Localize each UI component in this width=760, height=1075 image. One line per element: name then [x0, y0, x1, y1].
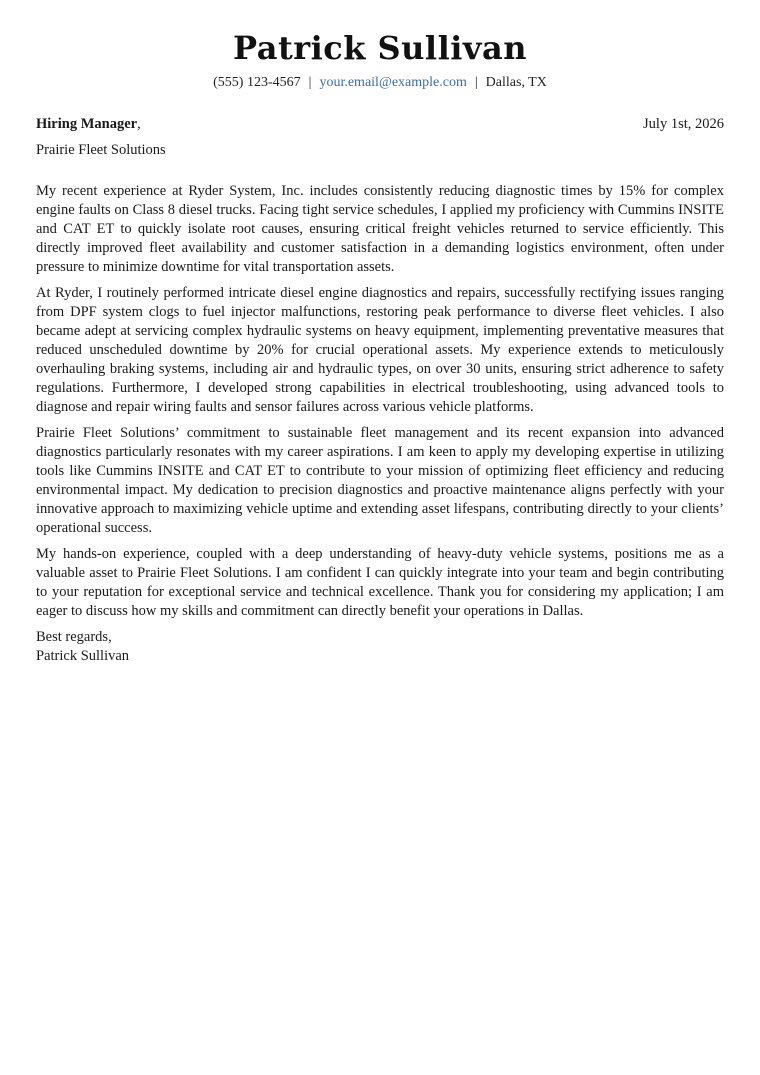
- applicant-name: Patrick Sullivan: [233, 29, 527, 67]
- body-paragraph: At Ryder, I routinely performed intricate diesel engine diagnostics and repairs, successfully rectifying issues ranging from DPF system clogs to fuel injector malfunctions, restoring peak performance to diverse fleet vehicles. I also became adept at servicing complex hydraulic systems on heavy equipment, implementing preventative measures that reduced unscheduled downtime by 20% for crucial operational assets. My experience extends to meticulously overhauling braking systems, including air and hydraulic types, on over 30 units, ensuring strict adherence to safety regulations. Furthermore, I developed strong capabilities in electrical troubleshooting, using advanced tools to diagnose and repair wiring faults and sensor failures across various vehicle platforms.: [36, 285, 724, 415]
- letter-closing: [36, 628, 724, 666]
- letter-header: [36, 0, 724, 92]
- recipient-line: [36, 114, 141, 134]
- email-link[interactable]: your.email@example.com: [319, 75, 467, 90]
- recipient-label: Hiring Manager: [36, 116, 138, 132]
- body-paragraph: My hands-on experience, coupled with a deep understanding of heavy-duty vehicle systems, positions me as a valuable asset to Prairie Fleet Solutions. I am confident I can quickly integrate into your team and begin contributing to your reputation for exceptional service and technical excellence. Thank you for considering my application; I am eager to discuss how my skills and commitment can directly benefit your operations in Dallas.: [36, 546, 724, 619]
- signature-name: Patrick Sullivan: [36, 648, 130, 664]
- location: Dallas, TX: [485, 75, 547, 90]
- letter-date: July 1st, 2026: [643, 116, 724, 132]
- body-paragraph: My recent experience at Ryder System, Inc. includes consistently reducing diagnostic times by 15% for complex engine faults on Class 8 diesel trucks. Facing tight service schedules, I applied my proficiency with Cummins INSITE and CAT ET to quickly isolate root causes, ensuring critical freight vehicles returned to service efficiently. This directly improved fleet availability and customer satisfaction in a demanding logistics environment, often under pressure to minimize downtime for vital transportation assets.: [36, 183, 724, 275]
- recipient-comma: ,: [137, 116, 141, 132]
- phone-number: (555) 123-4567: [213, 75, 301, 90]
- company-name: Prairie Fleet Solutions: [36, 142, 166, 158]
- recipient-date-row: [36, 114, 724, 134]
- body-paragraph: Prairie Fleet Solutions’ commitment to sustainable fleet management and its recent expansion into advanced diagnostics particularly resonates with my career aspirations. I am keen to apply my developing expertise in utilizing tools like Cummins INSITE and CAT ET to contribute to your mission of optimizing fleet efficiency and reducing environmental impact. My dedication to precision diagnostics and proactive maintenance aligns perfectly with your innovative approach to maximizing vehicle uptime and extending asset lifespans, contributing directly to your clients’ operational success.: [36, 425, 724, 536]
- contact-line: [36, 74, 724, 92]
- letter-body: [36, 182, 724, 621]
- contact-separator: |: [474, 75, 478, 90]
- closing-salutation: Best regards,: [36, 629, 112, 645]
- contact-separator: |: [308, 75, 312, 90]
